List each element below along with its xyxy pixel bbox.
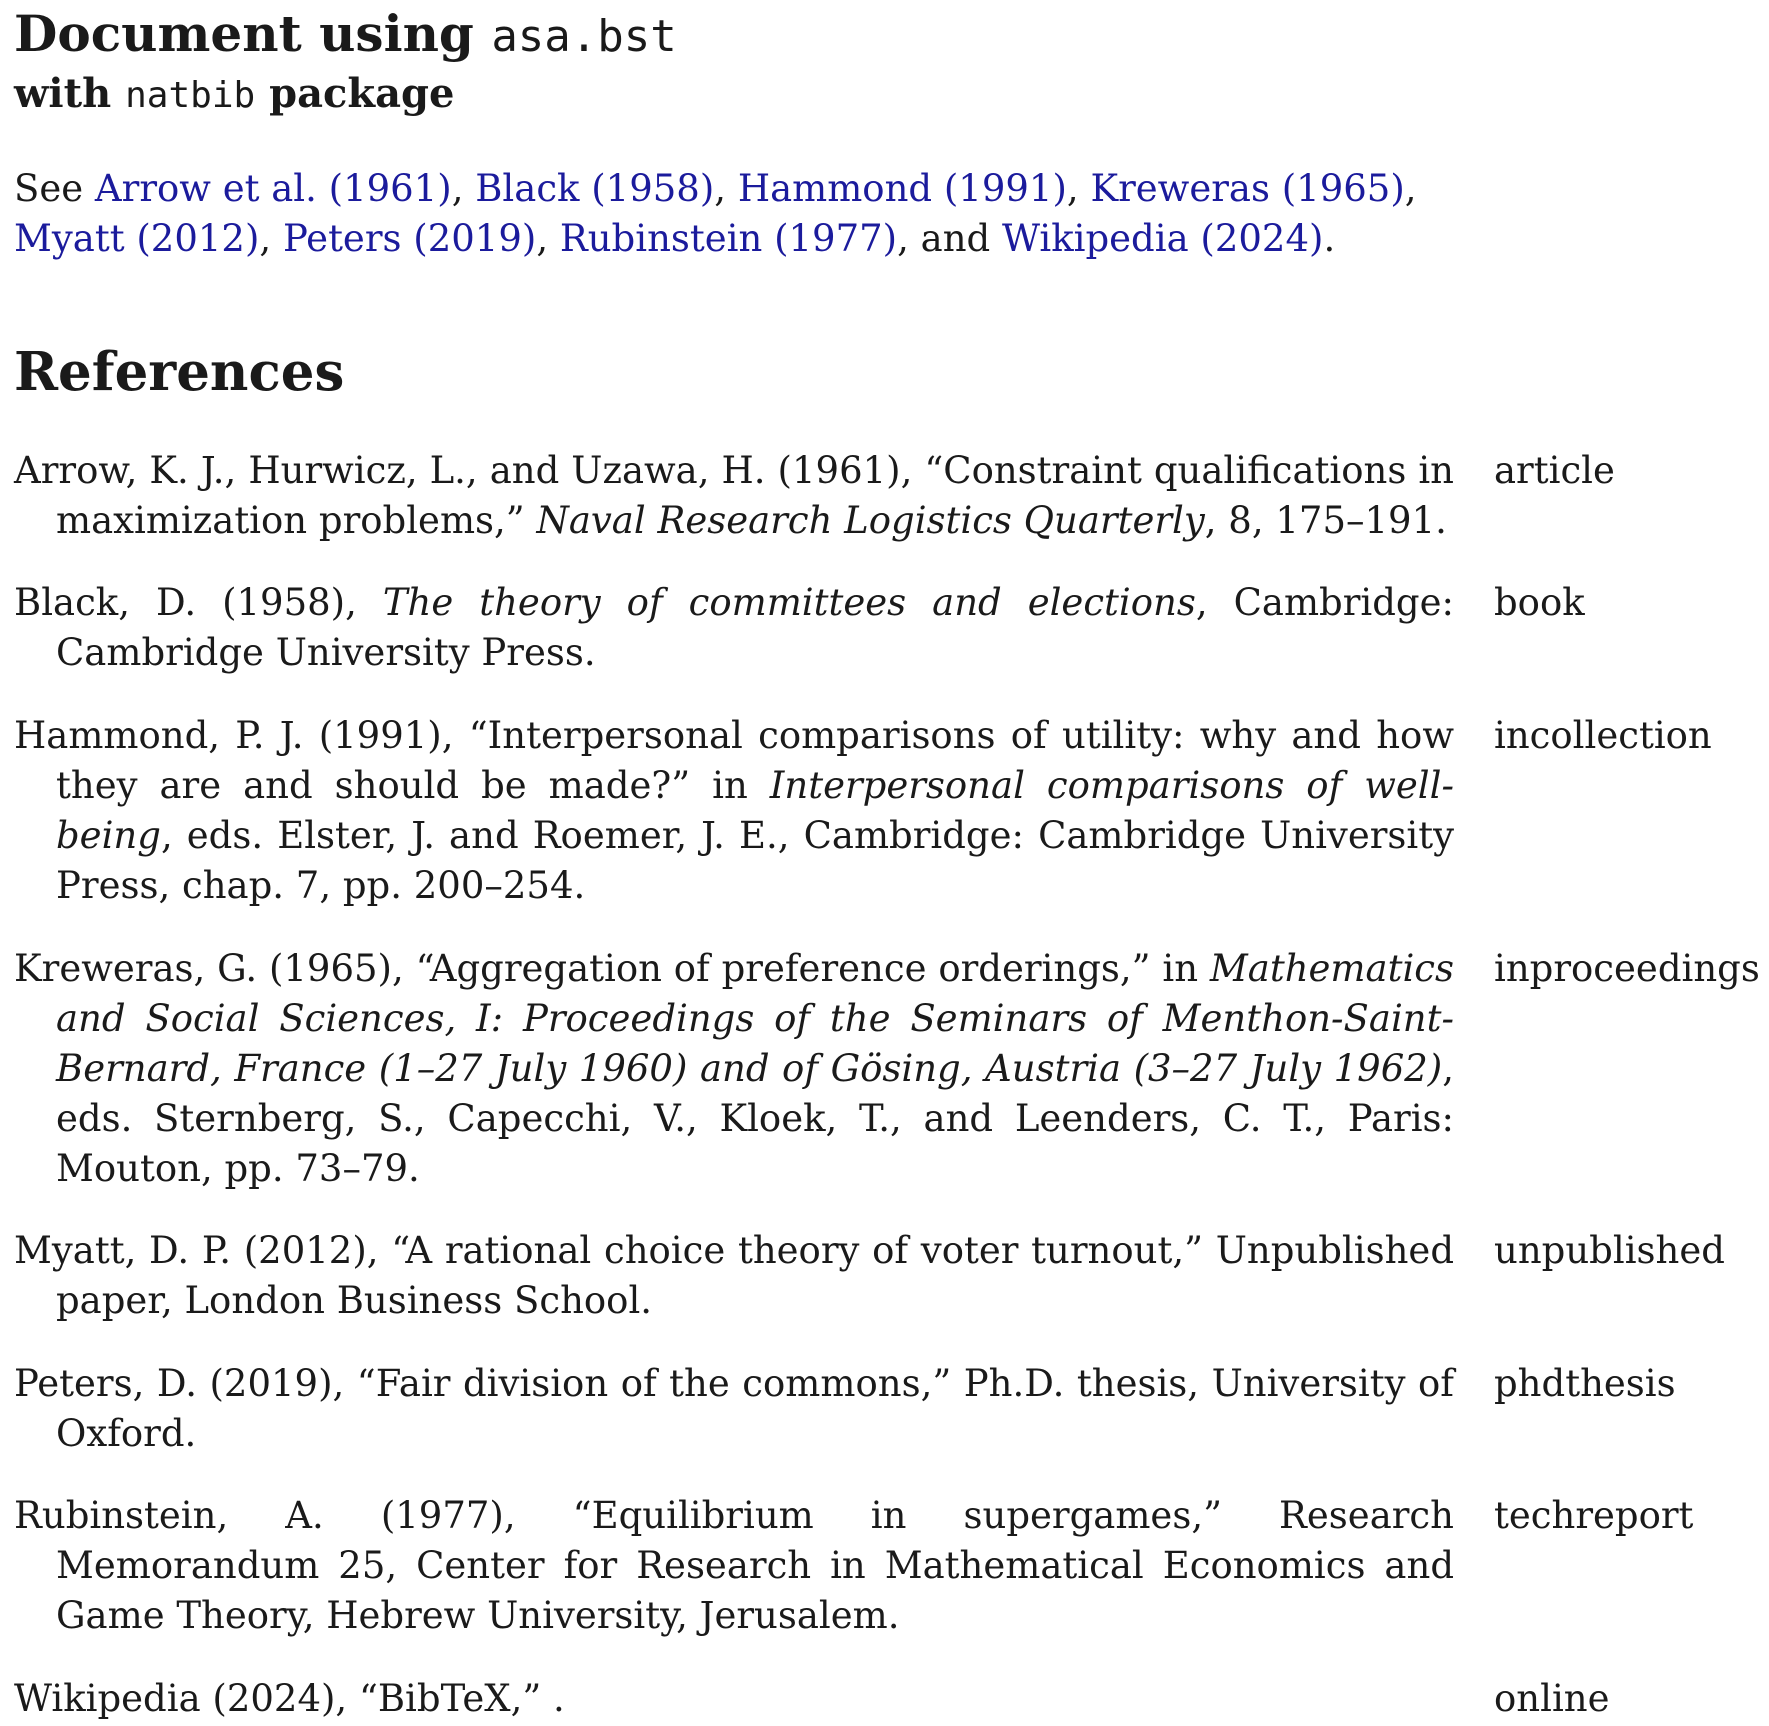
citation-link[interactable]: Hammond (1991) (737, 167, 1067, 210)
reference-text: Myatt, D. P. (2012), “A rational choice theory of voter turnout,” Unpublished paper, London Business School. (14, 1229, 1454, 1322)
reference-type-label: phdthesis (1494, 1362, 1676, 1405)
reference-text: Hammond, P. J. (1991), “Interpersonal comparisons of utility: why and how they are and should be made?” in Interpersonal comparisons of well-being, eds. Elster, J. and Roemer, J. E., Cambridge: Cambridge University Press, chap. 7, pp. 200–254. (14, 714, 1454, 907)
citation-link[interactable]: Black (1958) (475, 167, 715, 210)
document-subtitle (14, 66, 454, 124)
reference-type-label: unpublished (1494, 1229, 1725, 1272)
intro-lead: See (14, 167, 84, 210)
reference-type-label: online (1494, 1677, 1610, 1720)
citation-link[interactable]: Arrow et al. (1961) (94, 167, 452, 210)
subtitle-code: natbib (125, 75, 256, 116)
citation-link[interactable]: Wikipedia (2024) (1002, 217, 1324, 260)
citation-link[interactable]: Myatt (2012) (14, 217, 260, 260)
reference-text: Peters, D. (2019), “Fair division of the commons,” Ph.D. thesis, University of Oxford. (14, 1362, 1454, 1455)
citation-link[interactable]: Kreweras (1965) (1090, 167, 1405, 210)
reference-type-label: book (1494, 581, 1585, 624)
citation-link[interactable]: Peters (2019) (282, 217, 537, 260)
reference-text: Wikipedia (2024), “BibTeX,” . (14, 1677, 565, 1720)
reference-type-label: incollection (1494, 714, 1712, 757)
title-prefix: Document using (14, 4, 474, 63)
reference-type-label: techreport (1494, 1494, 1694, 1537)
reference-type-label: article (1494, 449, 1615, 492)
subtitle-suffix: package (269, 70, 455, 117)
document-title (14, 2, 677, 69)
intro-paragraph: See Arrow et al. (1961), Black (1958), Hammond (1991), Kreweras (1965), Myatt (2012), Peters (2019), Rubinstein (1977), and Wikipedia (2024). (14, 167, 1417, 260)
citation-link[interactable]: Rubinstein (1977) (559, 217, 898, 260)
references-heading: References (14, 341, 345, 403)
reference-type-label: inproceedings (1494, 947, 1760, 990)
title-code: asa.bst (491, 11, 677, 62)
reference-text: Rubinstein, A. (1977), “Equilibrium in supergames,” Research Memorandum 25, Center for Research in Mathematical Economics and Game Theory, Hebrew University, Jerusalem. (14, 1494, 1454, 1637)
reference-text: Kreweras, G. (1965), “Aggregation of preference orderings,” in Mathematics and Social Sciences, I: Proceedings of the Seminars of Menthon-Saint-Bernard, France (1–27 July 1960) and of Gösing, Austria (3–27 July 1962), eds. Sternberg, S., Capecchi, V., Kloek, T., and Leenders, C. T., Paris: Mouton, pp. 73–79. (14, 947, 1454, 1190)
reference-text: Black, D. (1958), The theory of committees and elections, Cambridge: Cambridge University Press. (14, 581, 1454, 674)
subtitle-prefix: with (14, 70, 112, 117)
reference-text: Arrow, K. J., Hurwicz, L., and Uzawa, H. (1961), “Constraint qualifications in maximization problems,” Naval Research Logistics Quarterly, 8, 175–191. (14, 449, 1454, 542)
